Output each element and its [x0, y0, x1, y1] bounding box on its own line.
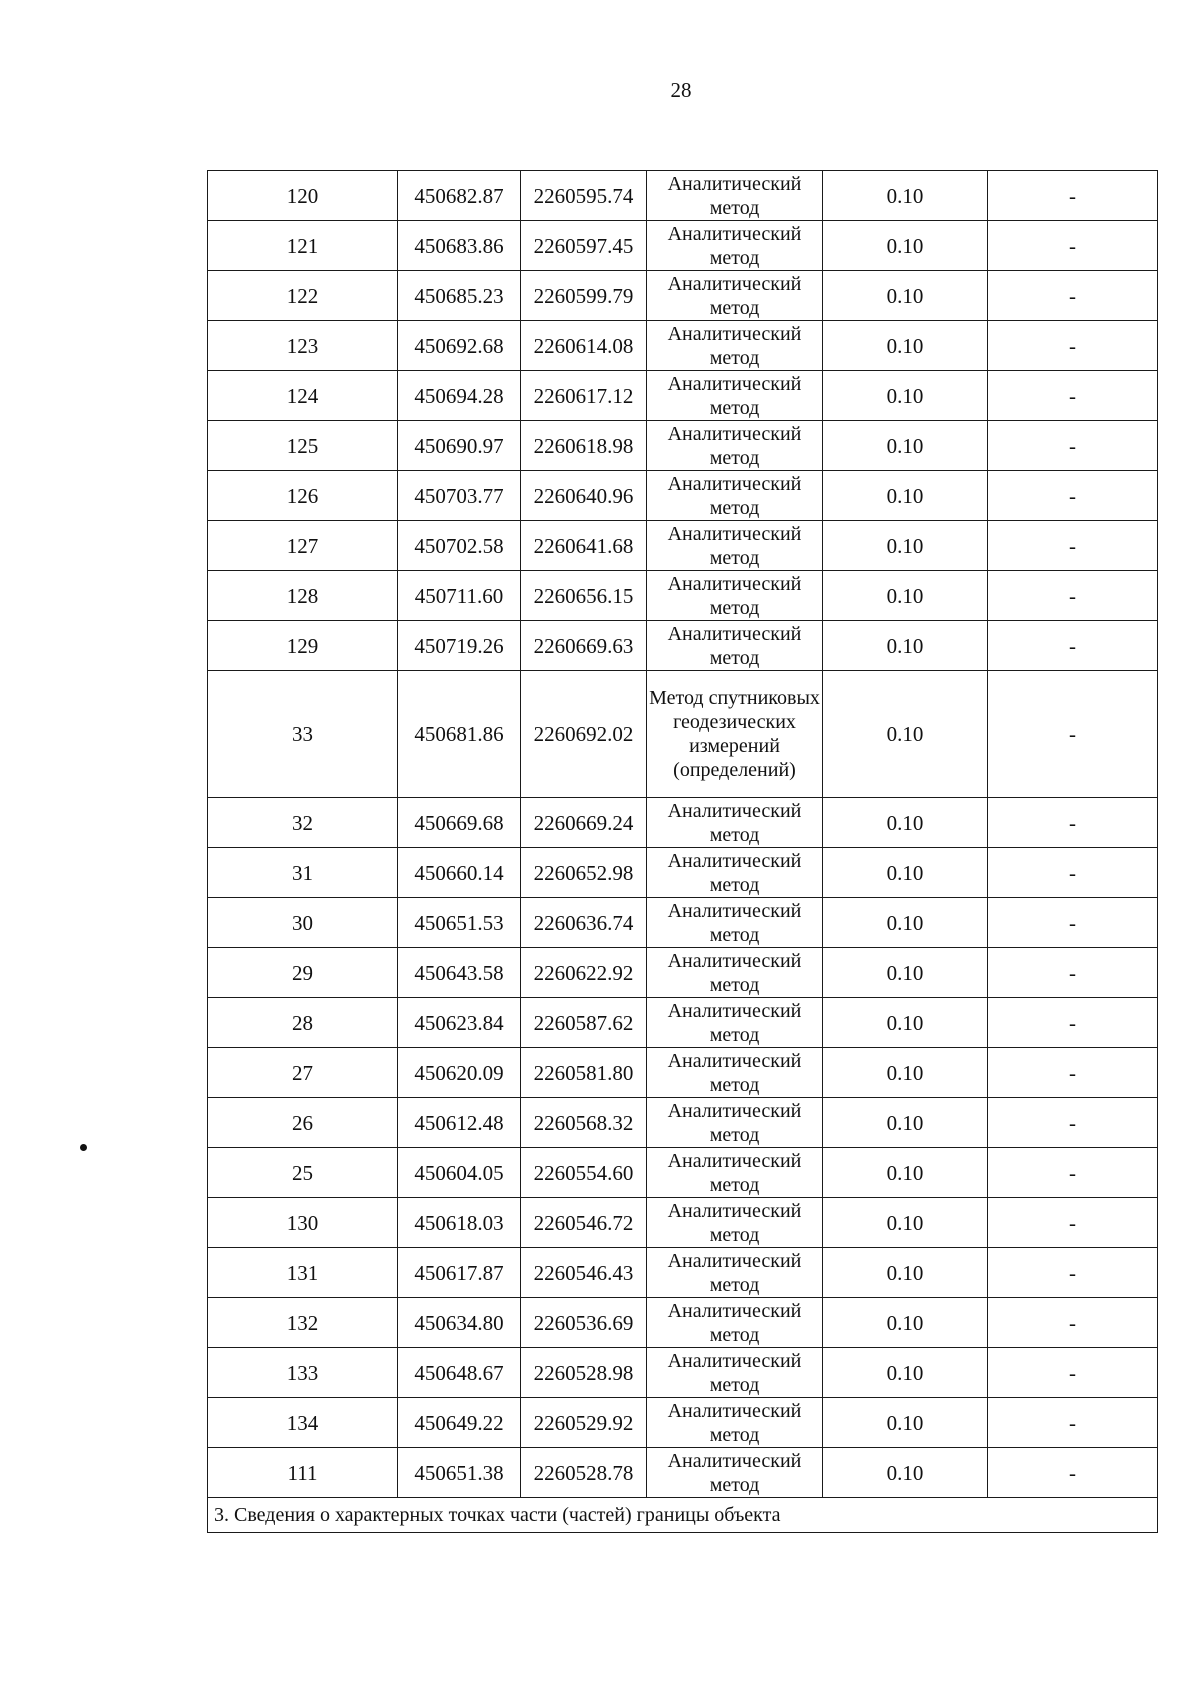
method-cell: Аналитический метод — [647, 571, 823, 621]
x-coordinate-cell: 450692.68 — [398, 321, 521, 371]
description-cell: - — [988, 1098, 1158, 1148]
method-cell: Аналитический метод — [647, 471, 823, 521]
table-row — [208, 621, 1158, 671]
accuracy-cell: 0.10 — [823, 421, 988, 471]
x-coordinate-cell: 450649.22 — [398, 1398, 521, 1448]
y-coordinate-cell: 2260614.08 — [521, 321, 647, 371]
x-coordinate-cell: 450690.97 — [398, 421, 521, 471]
table-body — [208, 171, 1158, 1533]
y-coordinate-cell: 2260528.98 — [521, 1348, 647, 1398]
table-row — [208, 1248, 1158, 1298]
method-cell: Аналитический метод — [647, 621, 823, 671]
table-row — [208, 221, 1158, 271]
y-coordinate-cell: 2260652.98 — [521, 848, 647, 898]
method-cell: Аналитический метод — [647, 848, 823, 898]
x-coordinate-cell: 450694.28 — [398, 371, 521, 421]
description-cell: - — [988, 271, 1158, 321]
description-cell: - — [988, 1048, 1158, 1098]
table-row — [208, 1048, 1158, 1098]
y-coordinate-cell: 2260529.92 — [521, 1398, 647, 1448]
x-coordinate-cell: 450702.58 — [398, 521, 521, 571]
method-cell: Аналитический метод — [647, 1398, 823, 1448]
method-cell: Метод спутниковых геодезических измерений (определений) — [647, 671, 823, 798]
table-row — [208, 948, 1158, 998]
method-cell: Аналитический метод — [647, 1248, 823, 1298]
y-coordinate-cell: 2260581.80 — [521, 1048, 647, 1098]
page-number: 28 — [670, 78, 692, 102]
x-coordinate-cell: 450634.80 — [398, 1298, 521, 1348]
description-cell: - — [988, 321, 1158, 371]
y-coordinate-cell: 2260618.98 — [521, 421, 647, 471]
x-coordinate-cell: 450703.77 — [398, 471, 521, 521]
accuracy-cell: 0.10 — [823, 1248, 988, 1298]
description-cell: - — [988, 1448, 1158, 1498]
method-cell: Аналитический метод — [647, 1448, 823, 1498]
x-coordinate-cell: 450669.68 — [398, 798, 521, 848]
point-number-cell: 27 — [208, 1048, 398, 1098]
table-row — [208, 271, 1158, 321]
accuracy-cell: 0.10 — [823, 1148, 988, 1198]
table-row — [208, 1348, 1158, 1398]
point-number-cell: 127 — [208, 521, 398, 571]
description-cell: - — [988, 1148, 1158, 1198]
accuracy-cell: 0.10 — [823, 1298, 988, 1348]
accuracy-cell: 0.10 — [823, 948, 988, 998]
accuracy-cell: 0.10 — [823, 898, 988, 948]
y-coordinate-cell: 2260587.62 — [521, 998, 647, 1048]
x-coordinate-cell: 450620.09 — [398, 1048, 521, 1098]
method-cell: Аналитический метод — [647, 1148, 823, 1198]
y-coordinate-cell: 2260595.74 — [521, 171, 647, 221]
table-row — [208, 171, 1158, 221]
point-number-cell: 30 — [208, 898, 398, 948]
table-row — [208, 571, 1158, 621]
x-coordinate-cell: 450612.48 — [398, 1098, 521, 1148]
description-cell: - — [988, 521, 1158, 571]
point-number-cell: 126 — [208, 471, 398, 521]
accuracy-cell: 0.10 — [823, 521, 988, 571]
method-cell: Аналитический метод — [647, 521, 823, 571]
accuracy-cell: 0.10 — [823, 371, 988, 421]
accuracy-cell: 0.10 — [823, 671, 988, 798]
description-cell: - — [988, 948, 1158, 998]
x-coordinate-cell: 450681.86 — [398, 671, 521, 798]
table-row — [208, 1198, 1158, 1248]
description-cell: - — [988, 1398, 1158, 1448]
x-coordinate-cell: 450623.84 — [398, 998, 521, 1048]
point-number-cell: 125 — [208, 421, 398, 471]
x-coordinate-cell: 450711.60 — [398, 571, 521, 621]
x-coordinate-cell: 450618.03 — [398, 1198, 521, 1248]
x-coordinate-cell: 450683.86 — [398, 221, 521, 271]
table-row — [208, 1148, 1158, 1198]
point-number-cell: 134 — [208, 1398, 398, 1448]
description-cell: - — [988, 671, 1158, 798]
x-coordinate-cell: 450617.87 — [398, 1248, 521, 1298]
method-cell: Аналитический метод — [647, 1298, 823, 1348]
y-coordinate-cell: 2260692.02 — [521, 671, 647, 798]
method-cell: Аналитический метод — [647, 898, 823, 948]
point-number-cell: 130 — [208, 1198, 398, 1248]
point-number-cell: 26 — [208, 1098, 398, 1148]
x-coordinate-cell: 450719.26 — [398, 621, 521, 671]
table-row — [208, 321, 1158, 371]
y-coordinate-cell: 2260622.92 — [521, 948, 647, 998]
x-coordinate-cell: 450604.05 — [398, 1148, 521, 1198]
point-number-cell: 132 — [208, 1298, 398, 1348]
accuracy-cell: 0.10 — [823, 1048, 988, 1098]
accuracy-cell: 0.10 — [823, 271, 988, 321]
boundary-points-table — [207, 170, 1158, 1533]
description-cell: - — [988, 571, 1158, 621]
y-coordinate-cell: 2260669.24 — [521, 798, 647, 848]
accuracy-cell: 0.10 — [823, 1348, 988, 1398]
method-cell: Аналитический метод — [647, 321, 823, 371]
y-coordinate-cell: 2260640.96 — [521, 471, 647, 521]
table-row — [208, 421, 1158, 471]
accuracy-cell: 0.10 — [823, 1398, 988, 1448]
point-number-cell: 129 — [208, 621, 398, 671]
description-cell: - — [988, 421, 1158, 471]
accuracy-cell: 0.10 — [823, 221, 988, 271]
y-coordinate-cell: 2260554.60 — [521, 1148, 647, 1198]
y-coordinate-cell: 2260597.45 — [521, 221, 647, 271]
description-cell: - — [988, 171, 1158, 221]
y-coordinate-cell: 2260528.78 — [521, 1448, 647, 1498]
section-footer-row — [208, 1498, 1158, 1533]
y-coordinate-cell: 2260599.79 — [521, 271, 647, 321]
y-coordinate-cell: 2260669.63 — [521, 621, 647, 671]
accuracy-cell: 0.10 — [823, 998, 988, 1048]
point-number-cell: 123 — [208, 321, 398, 371]
point-number-cell: 133 — [208, 1348, 398, 1398]
description-cell: - — [988, 898, 1158, 948]
table-row — [208, 798, 1158, 848]
method-cell: Аналитический метод — [647, 1198, 823, 1248]
method-cell: Аналитический метод — [647, 1098, 823, 1148]
method-cell: Аналитический метод — [647, 1048, 823, 1098]
accuracy-cell: 0.10 — [823, 471, 988, 521]
description-cell: - — [988, 621, 1158, 671]
method-cell: Аналитический метод — [647, 371, 823, 421]
description-cell: - — [988, 998, 1158, 1048]
point-number-cell: 131 — [208, 1248, 398, 1298]
point-number-cell: 121 — [208, 221, 398, 271]
table-row — [208, 1298, 1158, 1348]
method-cell: Аналитический метод — [647, 421, 823, 471]
table-row — [208, 1448, 1158, 1498]
table-row — [208, 471, 1158, 521]
accuracy-cell: 0.10 — [823, 321, 988, 371]
point-number-cell: 124 — [208, 371, 398, 421]
y-coordinate-cell: 2260536.69 — [521, 1298, 647, 1348]
description-cell: - — [988, 221, 1158, 271]
accuracy-cell: 0.10 — [823, 848, 988, 898]
scan-artifact-dot — [80, 1144, 87, 1151]
point-number-cell: 120 — [208, 171, 398, 221]
y-coordinate-cell: 2260568.32 — [521, 1098, 647, 1148]
x-coordinate-cell: 450643.58 — [398, 948, 521, 998]
table-row — [208, 898, 1158, 948]
y-coordinate-cell: 2260546.43 — [521, 1248, 647, 1298]
method-cell: Аналитический метод — [647, 998, 823, 1048]
accuracy-cell: 0.10 — [823, 1198, 988, 1248]
method-cell: Аналитический метод — [647, 798, 823, 848]
accuracy-cell: 0.10 — [823, 798, 988, 848]
x-coordinate-cell: 450648.67 — [398, 1348, 521, 1398]
x-coordinate-cell: 450685.23 — [398, 271, 521, 321]
table-row — [208, 521, 1158, 571]
section-heading: 3. Сведения о характерных точках части (частей) границы объекта — [208, 1498, 1158, 1533]
x-coordinate-cell: 450651.38 — [398, 1448, 521, 1498]
point-number-cell: 128 — [208, 571, 398, 621]
table-row — [208, 371, 1158, 421]
y-coordinate-cell: 2260636.74 — [521, 898, 647, 948]
accuracy-cell: 0.10 — [823, 1448, 988, 1498]
y-coordinate-cell: 2260641.68 — [521, 521, 647, 571]
point-number-cell: 111 — [208, 1448, 398, 1498]
method-cell: Аналитический метод — [647, 271, 823, 321]
table-row — [208, 671, 1158, 798]
description-cell: - — [988, 798, 1158, 848]
y-coordinate-cell: 2260656.15 — [521, 571, 647, 621]
method-cell: Аналитический метод — [647, 948, 823, 998]
table-row — [208, 998, 1158, 1048]
x-coordinate-cell: 450682.87 — [398, 171, 521, 221]
x-coordinate-cell: 450660.14 — [398, 848, 521, 898]
method-cell: Аналитический метод — [647, 171, 823, 221]
description-cell: - — [988, 1198, 1158, 1248]
table-row — [208, 1098, 1158, 1148]
point-number-cell: 29 — [208, 948, 398, 998]
point-number-cell: 28 — [208, 998, 398, 1048]
accuracy-cell: 0.10 — [823, 1098, 988, 1148]
point-number-cell: 33 — [208, 671, 398, 798]
x-coordinate-cell: 450651.53 — [398, 898, 521, 948]
y-coordinate-cell: 2260546.72 — [521, 1198, 647, 1248]
table-row — [208, 1398, 1158, 1448]
accuracy-cell: 0.10 — [823, 171, 988, 221]
description-cell: - — [988, 1248, 1158, 1298]
description-cell: - — [988, 1348, 1158, 1398]
description-cell: - — [988, 371, 1158, 421]
point-number-cell: 122 — [208, 271, 398, 321]
point-number-cell: 25 — [208, 1148, 398, 1198]
description-cell: - — [988, 848, 1158, 898]
method-cell: Аналитический метод — [647, 221, 823, 271]
point-number-cell: 32 — [208, 798, 398, 848]
table-row — [208, 848, 1158, 898]
accuracy-cell: 0.10 — [823, 571, 988, 621]
description-cell: - — [988, 1298, 1158, 1348]
description-cell: - — [988, 471, 1158, 521]
accuracy-cell: 0.10 — [823, 621, 988, 671]
point-number-cell: 31 — [208, 848, 398, 898]
method-cell: Аналитический метод — [647, 1348, 823, 1398]
y-coordinate-cell: 2260617.12 — [521, 371, 647, 421]
